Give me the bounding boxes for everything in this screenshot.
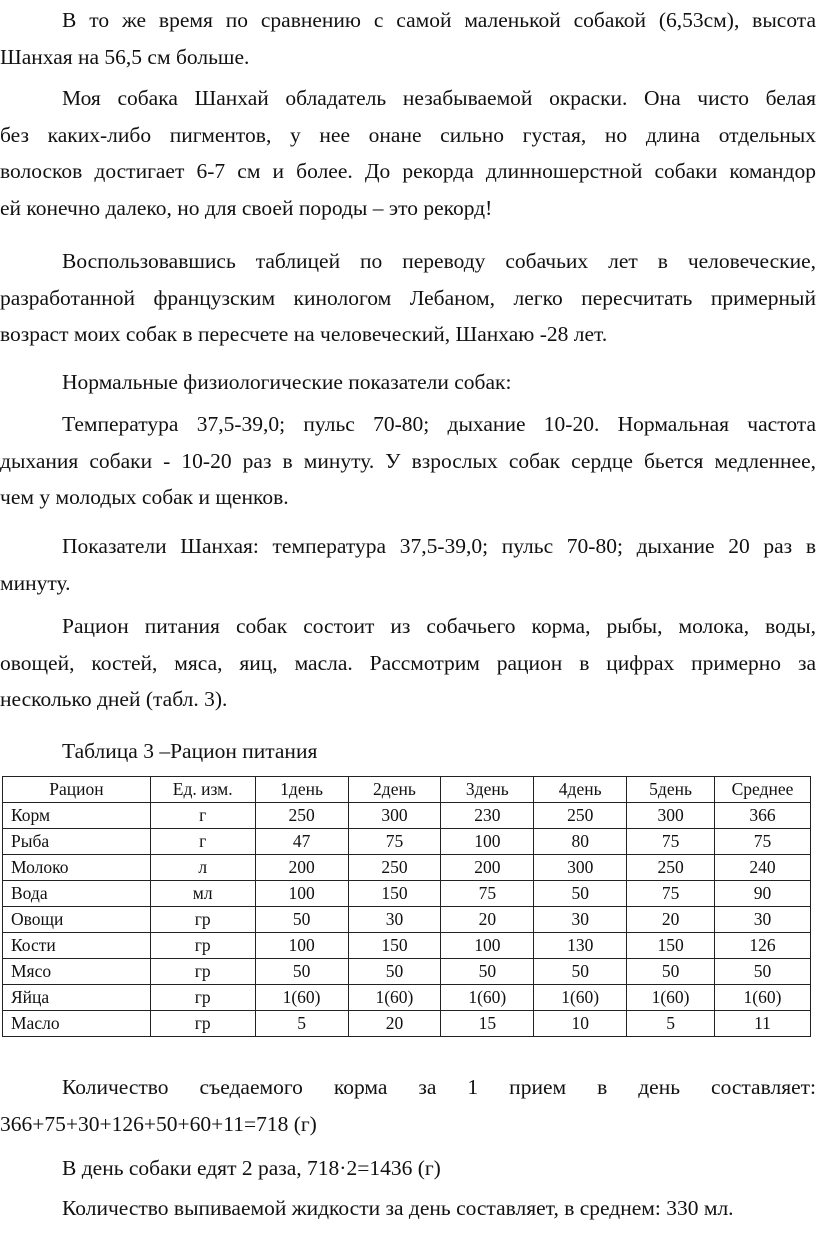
table-header-row bbox=[3, 777, 811, 803]
ration-table bbox=[2, 776, 811, 1037]
table-cell: Молоко bbox=[3, 855, 151, 881]
table-cell: 75 bbox=[627, 829, 715, 855]
table-cell: 1(60) bbox=[534, 985, 627, 1011]
table-cell: 300 bbox=[348, 803, 441, 829]
table-cell: 50 bbox=[255, 907, 348, 933]
table-cell: 5 bbox=[627, 1011, 715, 1037]
paragraph-coloring bbox=[0, 80, 816, 226]
text-line: Нормальные физиологические показатели собак: bbox=[62, 370, 512, 394]
table-cell: 15 bbox=[441, 1011, 534, 1037]
table-cell: 240 bbox=[715, 855, 811, 881]
paragraph-daily-meals bbox=[0, 1150, 816, 1187]
column-header: Среднее bbox=[715, 777, 811, 803]
text-line: волосков достигает 6-7 см и более. До рекорда длинношерстной собаки командор bbox=[0, 159, 816, 183]
text-line: ей конечно далеко, но для своей породы – это рекорд! bbox=[0, 195, 493, 220]
table-cell: 50 bbox=[441, 959, 534, 985]
text-line: Воспользовавшись таблицей по переводу собачьих лет в человеческие, bbox=[62, 249, 816, 273]
table-cell: 75 bbox=[441, 881, 534, 907]
text-line: минуту. bbox=[0, 570, 71, 595]
table-cell: г bbox=[150, 829, 255, 855]
table-cell: Мясо bbox=[3, 959, 151, 985]
table-cell: Яйца bbox=[3, 985, 151, 1011]
text-line: Количество съедаемого корма за 1 прием в день составляет: bbox=[62, 1075, 816, 1099]
table-cell: 50 bbox=[255, 959, 348, 985]
table-cell: 150 bbox=[348, 881, 441, 907]
table-cell: гр bbox=[150, 907, 255, 933]
text-line: без каких-либо пигментов, у нее онане сильно густая, но длина отдельных bbox=[0, 122, 816, 147]
table-cell: 250 bbox=[534, 803, 627, 829]
table-cell: 130 bbox=[534, 933, 627, 959]
table-cell: гр bbox=[150, 1011, 255, 1037]
text-line: Показатели Шанхая: температура 37,5-39,0; пульс 70-80; дыхание 20 раз в bbox=[62, 534, 816, 558]
text-line: В то же время по сравнению с самой маленькой собакой (6,53см), высота bbox=[62, 8, 816, 32]
table-cell: 1(60) bbox=[715, 985, 811, 1011]
table-cell: 300 bbox=[534, 855, 627, 881]
table-cell: 150 bbox=[627, 933, 715, 959]
table-row bbox=[3, 985, 811, 1011]
table-row bbox=[3, 803, 811, 829]
table-row bbox=[3, 881, 811, 907]
paragraph-shanghai-indicators bbox=[0, 528, 816, 601]
column-header: 2день bbox=[348, 777, 441, 803]
table-row bbox=[3, 907, 811, 933]
table-cell: 126 bbox=[715, 933, 811, 959]
table-cell: 250 bbox=[255, 803, 348, 829]
table-cell: 30 bbox=[715, 907, 811, 933]
text-line: 366+75+30+126+50+60+11=718 (г) bbox=[0, 1111, 317, 1136]
table-cell: 1(60) bbox=[627, 985, 715, 1011]
table-cell: гр bbox=[150, 985, 255, 1011]
table-cell: 11 bbox=[715, 1011, 811, 1037]
paragraph-diet bbox=[0, 608, 816, 718]
table-cell: 50 bbox=[348, 959, 441, 985]
table-cell: 75 bbox=[627, 881, 715, 907]
paragraph-age bbox=[0, 243, 816, 353]
text-line: овощей, костей, мяса, яиц, масла. Рассмотрим рацион в цифрах примерно за bbox=[0, 650, 816, 675]
table-cell: 10 bbox=[534, 1011, 627, 1037]
table-caption: Таблица 3 –Рацион питания bbox=[62, 739, 318, 763]
column-header: 1день bbox=[255, 777, 348, 803]
table-cell: 200 bbox=[441, 855, 534, 881]
table-row bbox=[3, 1011, 811, 1037]
column-header: 3день bbox=[441, 777, 534, 803]
table-cell: 200 bbox=[255, 855, 348, 881]
table-cell: 50 bbox=[627, 959, 715, 985]
paragraph-normal-indicators bbox=[0, 406, 816, 516]
table-cell: 150 bbox=[348, 933, 441, 959]
table-cell: г bbox=[150, 803, 255, 829]
table-cell: Кости bbox=[3, 933, 151, 959]
table-cell: Корм bbox=[3, 803, 151, 829]
table-cell: 30 bbox=[348, 907, 441, 933]
table-cell: 5 bbox=[255, 1011, 348, 1037]
table-cell: 30 bbox=[534, 907, 627, 933]
table-cell: 50 bbox=[534, 959, 627, 985]
paragraph-liquid-amount bbox=[0, 1190, 816, 1227]
table-row bbox=[3, 933, 811, 959]
table-cell: 1(60) bbox=[441, 985, 534, 1011]
table-cell: 90 bbox=[715, 881, 811, 907]
column-header: 4день bbox=[534, 777, 627, 803]
table-cell: Вода bbox=[3, 881, 151, 907]
table-cell: 50 bbox=[534, 881, 627, 907]
table-cell: 75 bbox=[715, 829, 811, 855]
table-cell: 1(60) bbox=[348, 985, 441, 1011]
table-cell: гр bbox=[150, 959, 255, 985]
text-line: несколько дней (табл. 3). bbox=[0, 687, 228, 711]
text-line: Температура 37,5-39,0; пульс 70-80; дыхание 10-20. Нормальная частота bbox=[62, 412, 816, 436]
table-cell: 250 bbox=[348, 855, 441, 881]
text-line: возраст моих собак в пересчете на человеческий, Шанхаю -28 лет. bbox=[0, 322, 608, 346]
column-header: Рацион bbox=[3, 777, 151, 803]
table-cell: 20 bbox=[627, 907, 715, 933]
paragraph-indicators-heading bbox=[0, 364, 816, 401]
table-cell: Овощи bbox=[3, 907, 151, 933]
table-row bbox=[3, 959, 811, 985]
table-cell: 100 bbox=[255, 933, 348, 959]
table-cell: л bbox=[150, 855, 255, 881]
table-cell: 100 bbox=[255, 881, 348, 907]
text-line: Моя собака Шанхай обладатель незабываемой окраски. Она чисто белая bbox=[62, 86, 816, 110]
table-cell: Масло bbox=[3, 1011, 151, 1037]
table-cell: 300 bbox=[627, 803, 715, 829]
table-cell: 47 bbox=[255, 829, 348, 855]
text-line: Шанхая на 56,5 см больше. bbox=[0, 44, 250, 69]
table-cell: 366 bbox=[715, 803, 811, 829]
text-line: чем у молодых собак и щенков. bbox=[0, 485, 289, 509]
paragraph-feed-amount bbox=[0, 1069, 816, 1142]
table-cell: 100 bbox=[441, 829, 534, 855]
table-cell: 75 bbox=[348, 829, 441, 855]
table-cell: Рыба bbox=[3, 829, 151, 855]
table-row bbox=[3, 829, 811, 855]
table-cell: 250 bbox=[627, 855, 715, 881]
table-cell: 230 bbox=[441, 803, 534, 829]
table-cell: 1(60) bbox=[255, 985, 348, 1011]
table-cell: 80 bbox=[534, 829, 627, 855]
table-row bbox=[3, 855, 811, 881]
table-cell: 50 bbox=[715, 959, 811, 985]
column-header: Ед. изм. bbox=[150, 777, 255, 803]
text-line: разработанной французским кинологом Лебаном, легко пересчитать примерный bbox=[0, 285, 816, 310]
paragraph-dog-height bbox=[0, 2, 816, 75]
text-line: В день собаки едят 2 раза, 718·2=1436 (г) bbox=[62, 1156, 441, 1180]
column-header: 5день bbox=[627, 777, 715, 803]
text-line: Рацион питания собак состоит из собачьего корма, рыбы, молока, воды, bbox=[62, 614, 816, 638]
table-cell: мл bbox=[150, 881, 255, 907]
table-cell: гр bbox=[150, 933, 255, 959]
table-cell: 100 bbox=[441, 933, 534, 959]
text-line: дыхания собаки - 10-20 раз в минуту. У взрослых собак сердце бьется медленнее, bbox=[0, 448, 816, 473]
table-cell: 20 bbox=[441, 907, 534, 933]
text-line: Количество выпиваемой жидкости за день составляет, в среднем: 330 мл. bbox=[62, 1196, 734, 1220]
table-cell: 20 bbox=[348, 1011, 441, 1037]
